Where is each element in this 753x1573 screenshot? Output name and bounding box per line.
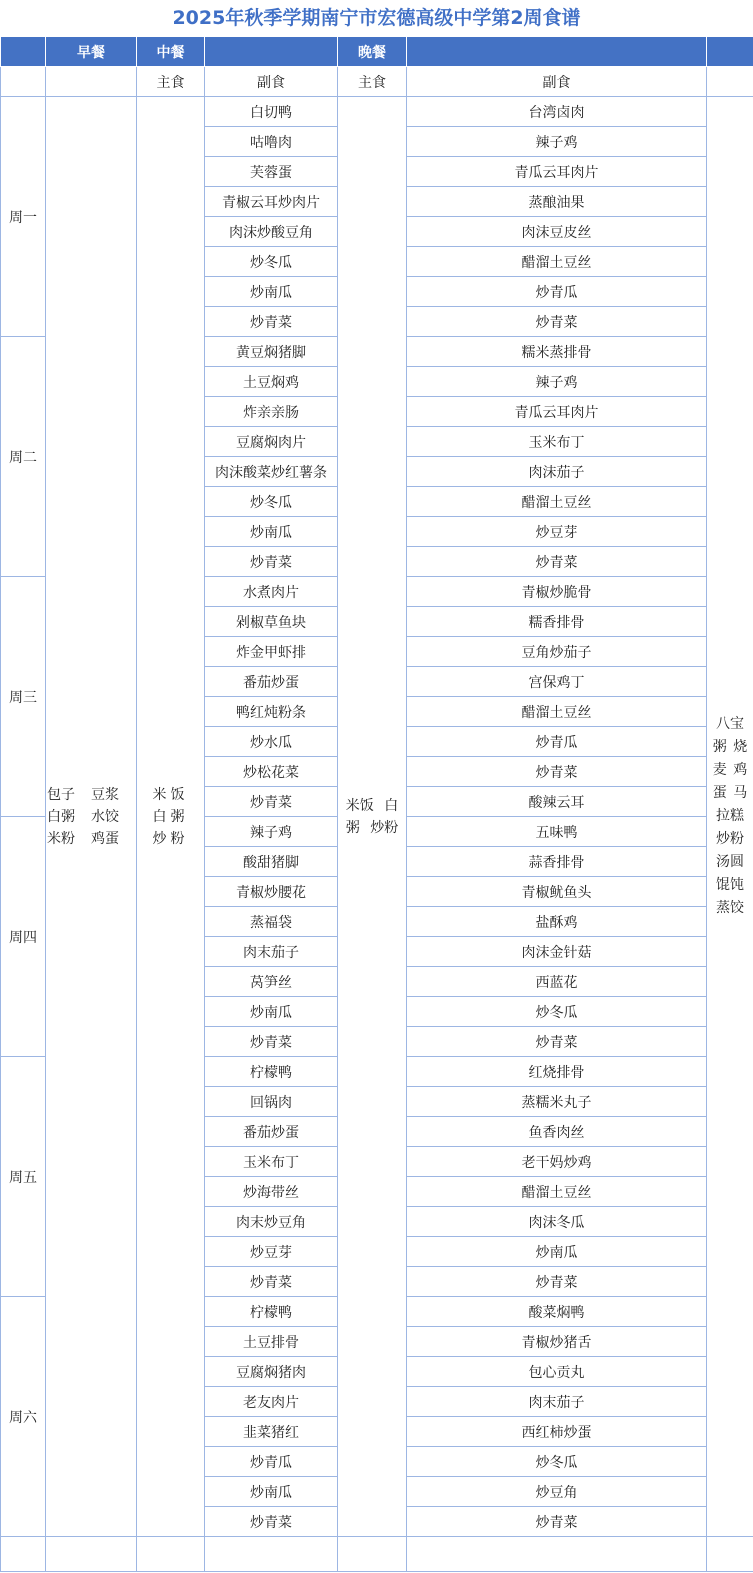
subheader-night-empty	[707, 67, 753, 97]
lunch-side-dish: 炒冬瓜	[205, 487, 338, 517]
dinner-side-dish: 辣子鸡	[407, 367, 707, 397]
lunch-side-dish: 水煮肉片	[205, 577, 338, 607]
dinner-side-dish: 炒青菜	[407, 547, 707, 577]
dinner-side-dish: 炒青菜	[407, 1507, 707, 1537]
lunch-side-dish: 鸭红炖粉条	[205, 697, 338, 727]
dinner-side-dish: 炒青瓜	[407, 277, 707, 307]
dinner-side-dish: 青椒炒猪舌	[407, 1327, 707, 1357]
night-snack-text: 八宝粥 烧麦 鸡蛋 马拉糕 炒粉 汤圆 馄饨 蒸饺	[712, 716, 748, 916]
header-empty	[1, 37, 46, 67]
subheader-empty	[1, 67, 46, 97]
breakfast-items	[46, 97, 137, 1537]
breakfast-item: 水饺	[91, 808, 119, 825]
dinner-side-dish: 肉末茄子	[407, 1387, 707, 1417]
dinner-side-dish: 包心贡丸	[407, 1357, 707, 1387]
lunch-side-dish: 番茄炒蛋	[205, 667, 338, 697]
subheader-row	[1, 67, 753, 97]
dinner-side-dish: 炒青菜	[407, 307, 707, 337]
lunch-side-dish: 肉沫酸菜炒红薯条	[205, 457, 338, 487]
dinner-side-dish: 老干妈炒鸡	[407, 1147, 707, 1177]
lunch-side-dish: 蒸福袋	[205, 907, 338, 937]
dinner-side-dish: 炒青菜	[407, 1267, 707, 1297]
lunch-side-dish: 剁椒草鱼块	[205, 607, 338, 637]
lunch-side-dish: 肉沫炒酸豆角	[205, 217, 338, 247]
footer-empty-cell	[407, 1537, 707, 1572]
lunch-side-dish: 芙蓉蛋	[205, 157, 338, 187]
lunch-side-dish: 炒水瓜	[205, 727, 338, 757]
dinner-side-dish: 蒸酿油果	[407, 187, 707, 217]
lunch-side-dish: 豆腐焖肉片	[205, 427, 338, 457]
lunch-side-dish: 炒海带丝	[205, 1177, 338, 1207]
lunch-side-dish: 土豆排骨	[205, 1327, 338, 1357]
header-lunch-spacer	[205, 37, 338, 67]
lunch-side-dish: 炒青瓜	[205, 1447, 338, 1477]
dinner-side-dish: 糯香排骨	[407, 607, 707, 637]
lunch-side-dish: 咕噜肉	[205, 127, 338, 157]
lunch-staple-item: 炒粉	[152, 830, 189, 847]
lunch-side-dish: 炒青菜	[205, 1027, 338, 1057]
lunch-side-dish: 青椒云耳炒肉片	[205, 187, 338, 217]
footer-empty-cell	[46, 1537, 137, 1572]
dinner-side-dish: 盐酥鸡	[407, 907, 707, 937]
dinner-side-dish: 炒冬瓜	[407, 1447, 707, 1477]
dinner-side-dish: 辣子鸡	[407, 127, 707, 157]
lunch-staple-item: 米饭	[152, 786, 189, 803]
lunch-side-dish: 炒青菜	[205, 1507, 338, 1537]
subheader-lunch-staple: 主食	[137, 67, 205, 97]
breakfast-item: 包子	[47, 786, 75, 803]
lunch-side-dish: 玉米布丁	[205, 1147, 338, 1177]
lunch-side-dish: 炸金甲虾排	[205, 637, 338, 667]
menu-table	[0, 36, 753, 1572]
lunch-side-dish: 炸亲亲肠	[205, 397, 338, 427]
dinner-side-dish: 酸辣云耳	[407, 787, 707, 817]
lunch-side-dish: 炒冬瓜	[205, 247, 338, 277]
dinner-side-dish: 西红柿炒蛋	[407, 1417, 707, 1447]
dinner-side-dish: 肉沫茄子	[407, 457, 707, 487]
lunch-side-dish: 青椒炒腰花	[205, 877, 338, 907]
dinner-side-dish: 青椒鱿鱼头	[407, 877, 707, 907]
dinner-side-dish: 宫保鸡丁	[407, 667, 707, 697]
header-breakfast: 早餐	[46, 37, 137, 67]
dinner-side-dish: 豆角炒茄子	[407, 637, 707, 667]
dinner-side-dish: 炒青菜	[407, 1027, 707, 1057]
lunch-side-dish: 回锅肉	[205, 1087, 338, 1117]
lunch-side-dish: 肉末炒豆角	[205, 1207, 338, 1237]
subheader-breakfast-empty	[46, 67, 137, 97]
footer-empty-cell	[205, 1537, 338, 1572]
lunch-side-dish: 肉末茄子	[205, 937, 338, 967]
day-label: 周三	[1, 577, 46, 817]
breakfast-item: 白粥	[47, 808, 75, 825]
day-label: 周一	[1, 97, 46, 337]
dinner-side-dish: 酸菜焖鸭	[407, 1297, 707, 1327]
lunch-side-dish: 酸甜猪脚	[205, 847, 338, 877]
footer-empty-cell	[1, 1537, 46, 1572]
dinner-side-dish: 炒豆角	[407, 1477, 707, 1507]
footer-empty-cell	[707, 1537, 753, 1572]
dinner-side-dish: 肉沫金针菇	[407, 937, 707, 967]
dinner-side-dish: 炒青瓜	[407, 727, 707, 757]
header-lunch: 中餐	[137, 37, 205, 67]
lunch-side-dish: 辣子鸡	[205, 817, 338, 847]
lunch-side-dish: 炒青菜	[205, 787, 338, 817]
dinner-side-dish: 醋溜土豆丝	[407, 697, 707, 727]
breakfast-item: 豆浆	[91, 786, 119, 803]
dinner-staple-text: 米饭 白粥 炒粉	[345, 797, 399, 836]
lunch-side-dish: 炒南瓜	[205, 277, 338, 307]
lunch-side-dish: 白切鸭	[205, 97, 338, 127]
dinner-side-dish: 肉沫冬瓜	[407, 1207, 707, 1237]
lunch-side-dish: 土豆焖鸡	[205, 367, 338, 397]
dinner-side-dish: 青瓜云耳肉片	[407, 157, 707, 187]
day-label: 周四	[1, 817, 46, 1057]
lunch-side-dish: 炒青菜	[205, 547, 338, 577]
lunch-side-dish: 黄豆焖猪脚	[205, 337, 338, 367]
footer-empty-cell	[137, 1537, 205, 1572]
dinner-side-dish: 蒜香排骨	[407, 847, 707, 877]
lunch-side-dish: 豆腐焖猪肉	[205, 1357, 338, 1387]
lunch-side-dish: 柠檬鸭	[205, 1297, 338, 1327]
menu-title: 2025年秋季学期南宁市宏德高级中学第2周食谱	[172, 7, 581, 29]
lunch-side-dish: 番茄炒蛋	[205, 1117, 338, 1147]
day-label: 周五	[1, 1057, 46, 1297]
day-label: 周六	[1, 1297, 46, 1537]
lunch-side-dish: 莴笋丝	[205, 967, 338, 997]
breakfast-item: 米粉	[47, 830, 75, 847]
lunch-side-dish: 老友肉片	[205, 1387, 338, 1417]
dinner-side-dish: 玉米布丁	[407, 427, 707, 457]
dinner-side-dish: 台湾卤肉	[407, 97, 707, 127]
dinner-side-dish: 糯米蒸排骨	[407, 337, 707, 367]
subheader-lunch-side: 副食	[205, 67, 338, 97]
dinner-side-dish: 炒豆芽	[407, 517, 707, 547]
lunch-side-dish: 炒青菜	[205, 1267, 338, 1297]
dinner-side-dish: 醋溜土豆丝	[407, 247, 707, 277]
dinner-side-dish: 青椒炒脆骨	[407, 577, 707, 607]
dinner-side-dish: 醋溜土豆丝	[407, 1177, 707, 1207]
footer-empty-cell	[338, 1537, 407, 1572]
dinner-side-dish: 五味鸭	[407, 817, 707, 847]
subheader-dinner-side: 副食	[407, 67, 707, 97]
dinner-staple	[338, 97, 407, 1537]
footer-empty-row	[1, 1537, 753, 1572]
breakfast-item: 鸡蛋	[91, 830, 119, 847]
lunch-side-dish: 炒青菜	[205, 307, 338, 337]
lunch-staple-item: 白粥	[152, 808, 189, 825]
lunch-side-dish: 炒南瓜	[205, 1477, 338, 1507]
dinner-side-dish: 炒青菜	[407, 757, 707, 787]
lunch-side-dish: 韭菜猪红	[205, 1417, 338, 1447]
dinner-side-dish: 炒南瓜	[407, 1237, 707, 1267]
lunch-side-dish: 炒豆芽	[205, 1237, 338, 1267]
dinner-side-dish: 醋溜土豆丝	[407, 487, 707, 517]
lunch-side-dish: 炒南瓜	[205, 517, 338, 547]
menu-row	[1, 97, 753, 127]
dinner-side-dish: 肉沫豆皮丝	[407, 217, 707, 247]
subheader-dinner-staple: 主食	[338, 67, 407, 97]
header-row	[1, 37, 753, 67]
night-snack	[707, 97, 753, 1537]
lunch-side-dish: 炒松花菜	[205, 757, 338, 787]
dinner-side-dish: 青瓜云耳肉片	[407, 397, 707, 427]
day-label: 周二	[1, 337, 46, 577]
header-dinner-spacer	[407, 37, 707, 67]
dinner-side-dish: 红烧排骨	[407, 1057, 707, 1087]
header-dinner: 晚餐	[338, 37, 407, 67]
header-night-spacer	[707, 37, 753, 67]
dinner-side-dish: 西蓝花	[407, 967, 707, 997]
dinner-side-dish: 鱼香肉丝	[407, 1117, 707, 1147]
lunch-side-dish: 柠檬鸭	[205, 1057, 338, 1087]
lunch-staple	[137, 97, 205, 1537]
lunch-side-dish: 炒南瓜	[205, 997, 338, 1027]
dinner-side-dish: 蒸糯米丸子	[407, 1087, 707, 1117]
dinner-side-dish: 炒冬瓜	[407, 997, 707, 1027]
